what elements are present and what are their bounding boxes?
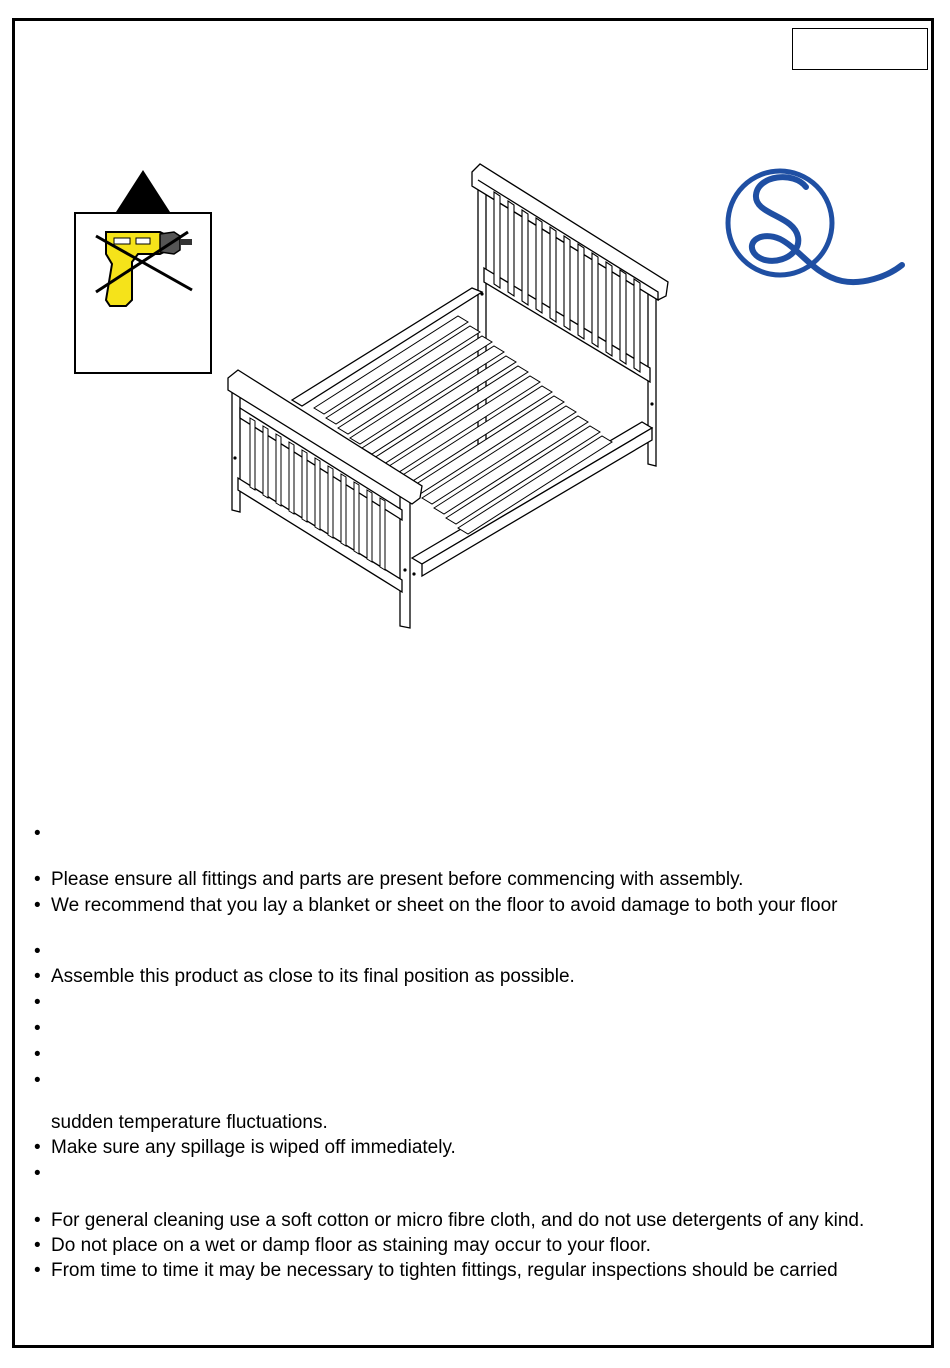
- note-text: Do not place on a wet or damp floor as staining may occur to your floor.: [51, 1235, 651, 1256]
- note-text: Please ensure all fittings and parts are present before commencing with assembly.: [51, 869, 744, 890]
- note-text: Assemble this product as close to its final position as possible.: [51, 966, 575, 987]
- note-text: We recommend that you lay a blanket or sheet on the floor to avoid damage to both your floor: [51, 895, 838, 916]
- no-power-drill-icon: [76, 214, 210, 372]
- note-continuation: sudden temperature fluctuations.: [51, 1112, 328, 1133]
- note-text: From time to time it may be necessary to tighten fittings, regular inspections should be carried: [51, 1260, 838, 1281]
- warning-triangle-icon: [116, 170, 170, 212]
- product-code-box: [792, 28, 928, 70]
- note-text: For general cleaning use a soft cotton or micro fibre cloth, and do not use detergents of any kind.: [51, 1210, 865, 1231]
- brand-logo: [722, 165, 907, 290]
- note-text: Make sure any spillage is wiped off immediately.: [51, 1137, 456, 1158]
- no-power-tools-warning: [74, 170, 212, 374]
- warning-box: [74, 212, 212, 374]
- bed-frame-illustration: [222, 160, 670, 632]
